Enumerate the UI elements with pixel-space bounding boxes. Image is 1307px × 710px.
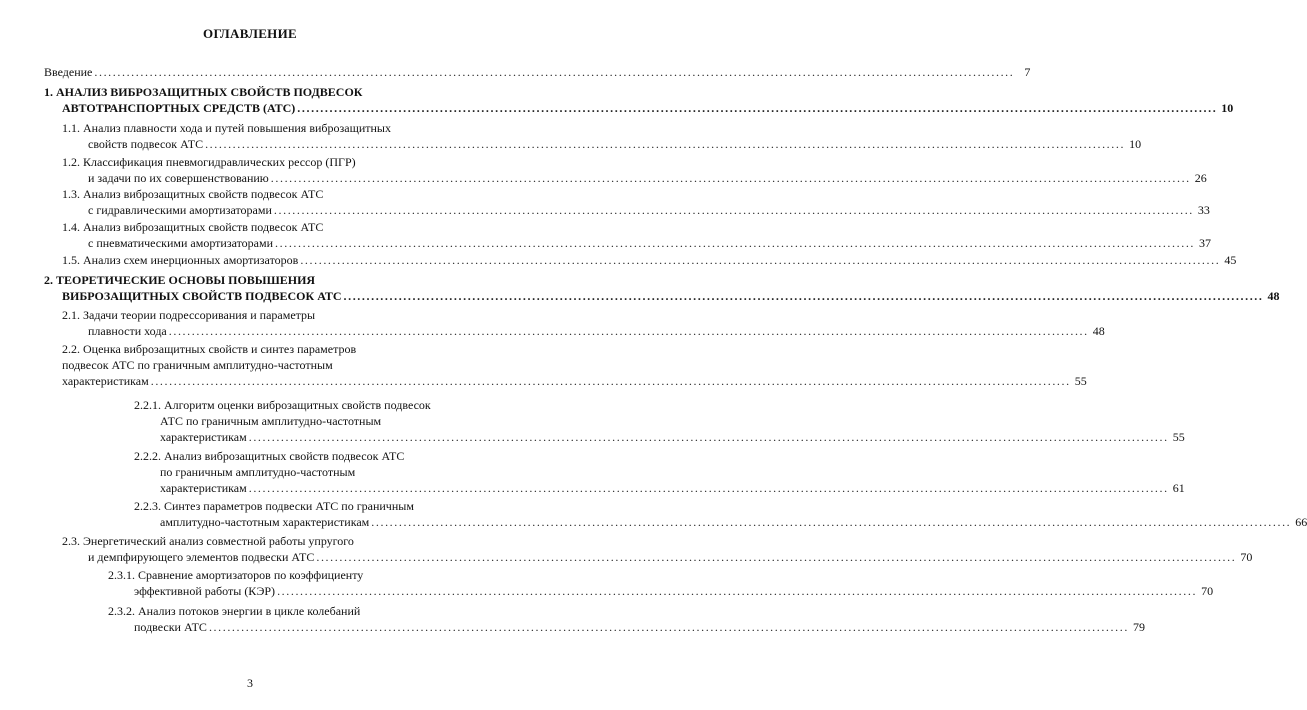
- toc-entry-title-line: Введение: [44, 65, 93, 79]
- dot-leader: ........................................................................................................................................................................................................: [205, 137, 1126, 151]
- toc-entry-page: 55: [1074, 374, 1087, 388]
- toc-entry-title-line: подвесок АТС по граничным амплитудно-частотным: [62, 358, 333, 372]
- dot-leader: ........................................................................................................................................................................................................: [273, 203, 1194, 217]
- toc-entry-title-line: подвески АТС: [134, 620, 207, 634]
- toc-heading: ОГЛАВЛЕНИЕ: [203, 26, 297, 41]
- toc-entry-page: 48: [1092, 324, 1105, 338]
- dot-leader: ........................................................................................................................................................................................................: [248, 481, 1169, 495]
- toc-entry-title-line: эффективной работы (КЭР): [134, 584, 276, 598]
- dot-leader: ........................................................................................................................................................................................................: [94, 65, 1015, 79]
- dot-leader: ........................................................................................................................................................................................................: [343, 289, 1264, 303]
- dot-leader: ........................................................................................................................................................................................................: [300, 253, 1221, 267]
- toc-entry-title-line: 2.2. Оценка виброзащитных свойств и синтез параметров: [62, 342, 357, 356]
- toc-entry-page: 45: [1224, 253, 1237, 267]
- dot-leader: ........................................................................................................................................................................................................: [316, 550, 1237, 564]
- toc-entry-title-line: и задачи по их совершенствованию: [88, 171, 269, 185]
- toc-entry-page: 26: [1194, 171, 1207, 185]
- toc-entry-title-line: характеристикам: [160, 430, 247, 444]
- dot-leader: ........................................................................................................................................................................................................: [297, 101, 1218, 115]
- dot-leader: ........................................................................................................................................................................................................: [168, 324, 1089, 338]
- toc-entry-title-line: 2.1. Задачи теории подрессоривания и параметры: [62, 308, 316, 322]
- toc-entry-title-line: 1. АНАЛИЗ ВИБРОЗАЩИТНЫХ СВОЙСТВ ПОДВЕСОК: [44, 85, 363, 99]
- toc-entry-title-line: и демпфирующего элементов подвески АТС: [88, 550, 315, 564]
- toc-entry-title-line: 1.1. Анализ плавности хода и путей повышения виброзащитных: [62, 121, 391, 135]
- toc-entry-page: 10: [1129, 137, 1142, 151]
- dot-leader: ........................................................................................................................................................................................................: [248, 430, 1169, 444]
- toc-entry-title-line: 2.2.3. Синтез параметров подвески АТС по граничным: [134, 499, 414, 513]
- toc-entry-page: 10: [1221, 101, 1234, 115]
- toc-entry-title-line: 1.4. Анализ виброзащитных свойств подвесок АТС: [62, 220, 324, 234]
- toc-entry-title-line: плавности хода: [88, 324, 167, 338]
- toc-entry-page: 33: [1197, 203, 1210, 217]
- toc-entry-title-line: 2.3.1. Сравнение амортизаторов по коэффициенту: [108, 568, 364, 582]
- page-number: 3: [247, 676, 253, 690]
- toc-entry-title-line: с гидравлическими амортизаторами: [88, 203, 272, 217]
- toc-entry-title-line: АТС по граничным амплитудно-частотным: [160, 414, 382, 428]
- toc-entry-title-line: с пневматическими амортизаторами: [88, 236, 274, 250]
- toc-entry-page: 7: [1024, 65, 1031, 79]
- dot-leader: ........................................................................................................................................................................................................: [371, 515, 1292, 529]
- toc-entry-title-line: 1.5. Анализ схем инерционных амортизаторов: [62, 253, 299, 267]
- toc-entry-title-line: 1.3. Анализ виброзащитных свойств подвесок АТС: [62, 187, 324, 201]
- toc-entry-title-line: 2.2.1. Алгоритм оценки виброзащитных свойств подвесок: [134, 398, 431, 412]
- toc-entry-title-line: по граничным амплитудно-частотным: [160, 465, 356, 479]
- toc-entry-title-line: 2.2.2. Анализ виброзащитных свойств подвесок АТС: [134, 449, 405, 463]
- toc-entry-title-line: характеристикам: [160, 481, 247, 495]
- dot-leader: ........................................................................................................................................................................................................: [150, 374, 1071, 388]
- toc-entry-page: 79: [1132, 620, 1145, 634]
- toc-entry-page: 37: [1199, 236, 1212, 250]
- toc-entry-title-line: 1.2. Классификация пневмогидравлических рессор (ПГР): [62, 155, 356, 169]
- toc-entry-page: 70: [1201, 584, 1214, 598]
- toc-entry-page: 66: [1295, 515, 1307, 529]
- toc-entry-page: 48: [1267, 289, 1280, 303]
- toc-entry-title-line: 2.3. Энергетический анализ совместной работы упругого: [62, 534, 354, 548]
- toc-entry-page: 70: [1240, 550, 1253, 564]
- toc-entry-title-line: АВТОТРАНСПОРТНЫХ СРЕДСТВ (АТС): [62, 101, 296, 115]
- toc-entry-page: 55: [1172, 430, 1185, 444]
- toc-entry-title-line: свойств подвесок АТС: [88, 137, 204, 151]
- toc-entry-title-line: амплитудно-частотным характеристикам: [160, 515, 370, 529]
- toc-entry-title-line: 2. ТЕОРЕТИЧЕСКИЕ ОСНОВЫ ПОВЫШЕНИЯ: [44, 273, 316, 287]
- toc-entry-title-line: 2.3.2. Анализ потоков энергии в цикле колебаний: [108, 604, 361, 618]
- dot-leader: ........................................................................................................................................................................................................: [270, 171, 1191, 185]
- dot-leader: ........................................................................................................................................................................................................: [277, 584, 1198, 598]
- toc-entry-title-line: ВИБРОЗАЩИТНЫХ СВОЙСТВ ПОДВЕСОК АТС: [62, 289, 342, 303]
- toc-entry-page: 61: [1172, 481, 1185, 495]
- dot-leader: ........................................................................................................................................................................................................: [275, 236, 1196, 250]
- dot-leader: ........................................................................................................................................................................................................: [208, 620, 1129, 634]
- toc-entry-title-line: характеристикам: [62, 374, 149, 388]
